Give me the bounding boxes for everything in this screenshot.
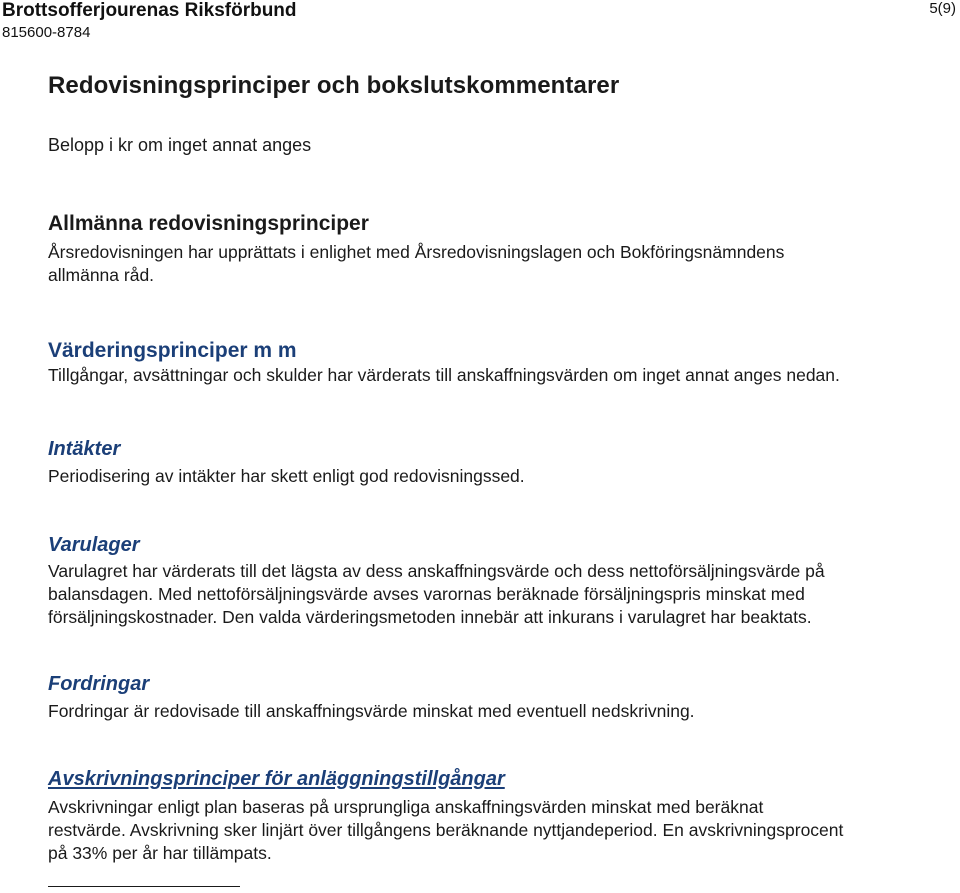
paragraph-inventory	[48, 560, 960, 629]
heading-depreciation-principles: Avskrivningsprinciper för anläggningstillgångar	[48, 768, 505, 790]
text-line: Tillgångar, avsättningar och skulder har värderats till anskaffningsvärden om inget annat anges nedan.	[48, 365, 840, 385]
text-line: försäljningskostnader. Den valda värderingsmetoden innebär att inkurans i varulagret har beaktats.	[48, 607, 812, 627]
text-line: Periodisering av intäkter har skett enligt god redovisningssed.	[48, 466, 525, 486]
page-title: Redovisningsprinciper och bokslutskommentarer	[48, 72, 620, 99]
heading-revenue: Intäkter	[48, 438, 121, 460]
heading-receivables: Fordringar	[48, 673, 150, 695]
heading-general-principles: Allmänna redovisningsprinciper	[48, 212, 369, 235]
heading-valuation-principles: Värderingsprinciper m m	[48, 339, 297, 362]
paragraph-general-principles	[48, 241, 960, 287]
text-line: Varulagret har värderats till det lägsta av dess anskaffningsvärde och dess nettoförsäljningsvärde på	[48, 561, 825, 581]
paragraph-valuation-principles	[48, 364, 960, 387]
text-line: allmänna råd.	[48, 265, 155, 285]
footnote-divider	[48, 886, 240, 887]
heading-inventory: Varulager	[48, 534, 140, 556]
paragraph-receivables	[48, 700, 960, 723]
organization-name: Brottsofferjourenas Riksförbund	[2, 0, 297, 21]
paragraph-depreciation-principles	[48, 796, 960, 865]
amount-note: Belopp i kr om inget annat anges	[48, 135, 312, 155]
text-line: restvärde. Avskrivning sker linjärt över tillgångens beräknande nyttjandeperiod. En avskrivningsprocent	[48, 820, 844, 840]
text-line: balansdagen. Med nettoförsäljningsvärde avses varornas beräknade försäljningspris minskat med	[48, 584, 805, 604]
text-line: Årsredovisningen har upprättats i enlighet med Årsredovisningslagen och Bokföringsnämndens	[48, 242, 785, 262]
paragraph-revenue	[48, 465, 960, 488]
organization-number: 815600-8784	[2, 24, 91, 41]
page-number: 5(9)	[929, 0, 956, 17]
text-line: Fordringar är redovisade till anskaffningsvärde minskat med eventuell nedskrivning.	[48, 701, 695, 721]
text-line: på 33% per år har tillämpats.	[48, 843, 272, 863]
text-line: Avskrivningar enligt plan baseras på ursprungliga anskaffningsvärden minskat med beräknat	[48, 797, 764, 817]
